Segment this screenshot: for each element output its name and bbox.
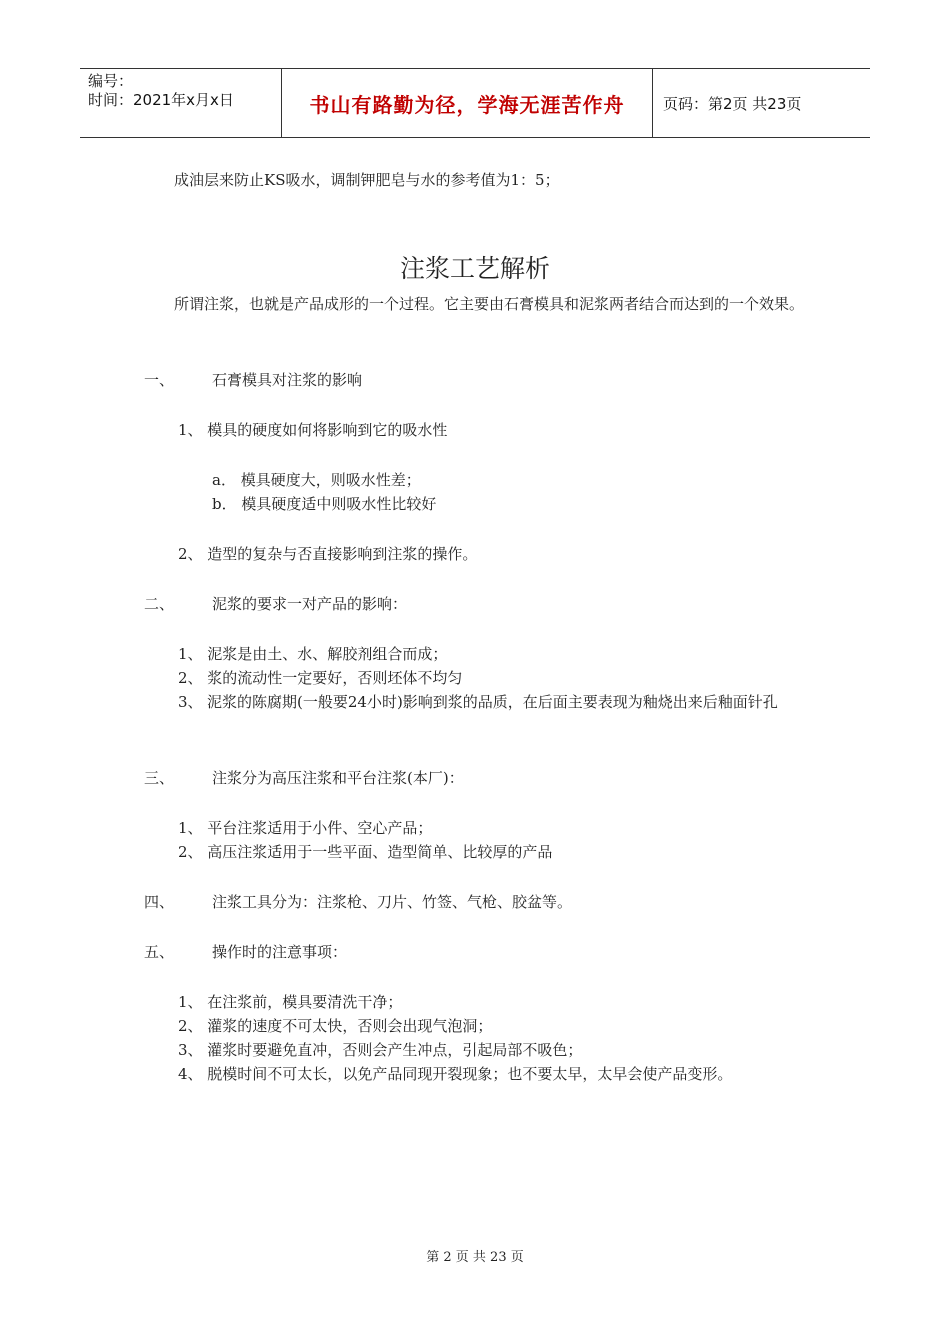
section1-item1: 1、 模具的硬度如何将影响到它的吸水性 bbox=[178, 421, 448, 439]
section3-item2: 2、 高压注浆适用于一些平面、造型简单、比较厚的产品 bbox=[178, 843, 553, 861]
section2-number: 二、 bbox=[144, 595, 175, 613]
section2-item3-number: 3、 bbox=[178, 693, 203, 711]
section2-item2: 2、 浆的流动性一定要好，否则坯体不均匀 bbox=[178, 669, 463, 687]
section3-item1: 1、 平台注浆适用于小件、空心产品； bbox=[178, 819, 433, 837]
header-motto: 书山有路勤为径，学海无涯苦作舟 bbox=[282, 69, 653, 137]
intro-paragraph: 所谓注浆，也就是产品成形的一个过程。它主要由石膏模具和泥浆两者结合而达到的一个效果。 bbox=[174, 295, 805, 313]
section1-item2: 2、 造型的复杂与否直接影响到注浆的操作。 bbox=[178, 545, 478, 563]
section5-heading: 操作时的注意事项： bbox=[212, 943, 348, 961]
doc-code-label: 编号： bbox=[88, 72, 134, 90]
section2-item3: 泥浆的陈腐期(一般要24小时)影响到浆的品质，在后面主要表现为釉烧出来后釉面针孔 bbox=[207, 693, 778, 711]
section1-number: 一、 bbox=[144, 371, 175, 389]
section5-item1: 1、 在注浆前，模具要清洗干净； bbox=[178, 993, 403, 1011]
page-header bbox=[80, 68, 870, 138]
section4-heading: 注浆工具分为：注浆枪、刀片、竹签、气枪、胶盆等。 bbox=[212, 893, 573, 911]
section5-item2: 2、 灌浆的速度不可太快，否则会出现气泡洞； bbox=[178, 1017, 493, 1035]
section1-sub-a: a． 模具硬度大，则吸水性差； bbox=[212, 471, 421, 489]
section2-item1: 1、 泥浆是由土、水、解胶剂组合而成； bbox=[178, 645, 448, 663]
section5-item4: 4、 脱模时间不可太长，以免产品同现开裂现象；也不要太早，太早会使产品变形。 bbox=[178, 1065, 733, 1083]
section5-item3: 3、 灌浆时要避免直冲，否则会产生冲点，引起局部不吸色； bbox=[178, 1041, 583, 1059]
section2-heading: 泥浆的要求一对产品的影响： bbox=[212, 595, 408, 613]
document-title: 注浆工艺解析 bbox=[399, 254, 550, 283]
doc-time-label: 时间：2021年x月x日 bbox=[88, 91, 234, 109]
section5-number: 五、 bbox=[144, 943, 175, 961]
header-meta bbox=[80, 69, 282, 137]
section3-heading: 注浆分为高压注浆和平台注浆(本厂)： bbox=[212, 769, 464, 787]
section3-number: 三、 bbox=[144, 769, 175, 787]
section4-number: 四、 bbox=[144, 893, 175, 911]
section1-sub-b: b． 模具硬度适中则吸水性比较好 bbox=[212, 495, 437, 513]
section1-heading: 石膏模具对注浆的影响 bbox=[212, 371, 363, 389]
page-footer: 第 2 页 共 23 页 bbox=[426, 1250, 524, 1265]
intro-line: 成油层来防止KS吸水，调制钾肥皂与水的参考值为1：5； bbox=[174, 171, 560, 189]
header-page-info: 页码：第2页 共23页 bbox=[663, 94, 802, 113]
